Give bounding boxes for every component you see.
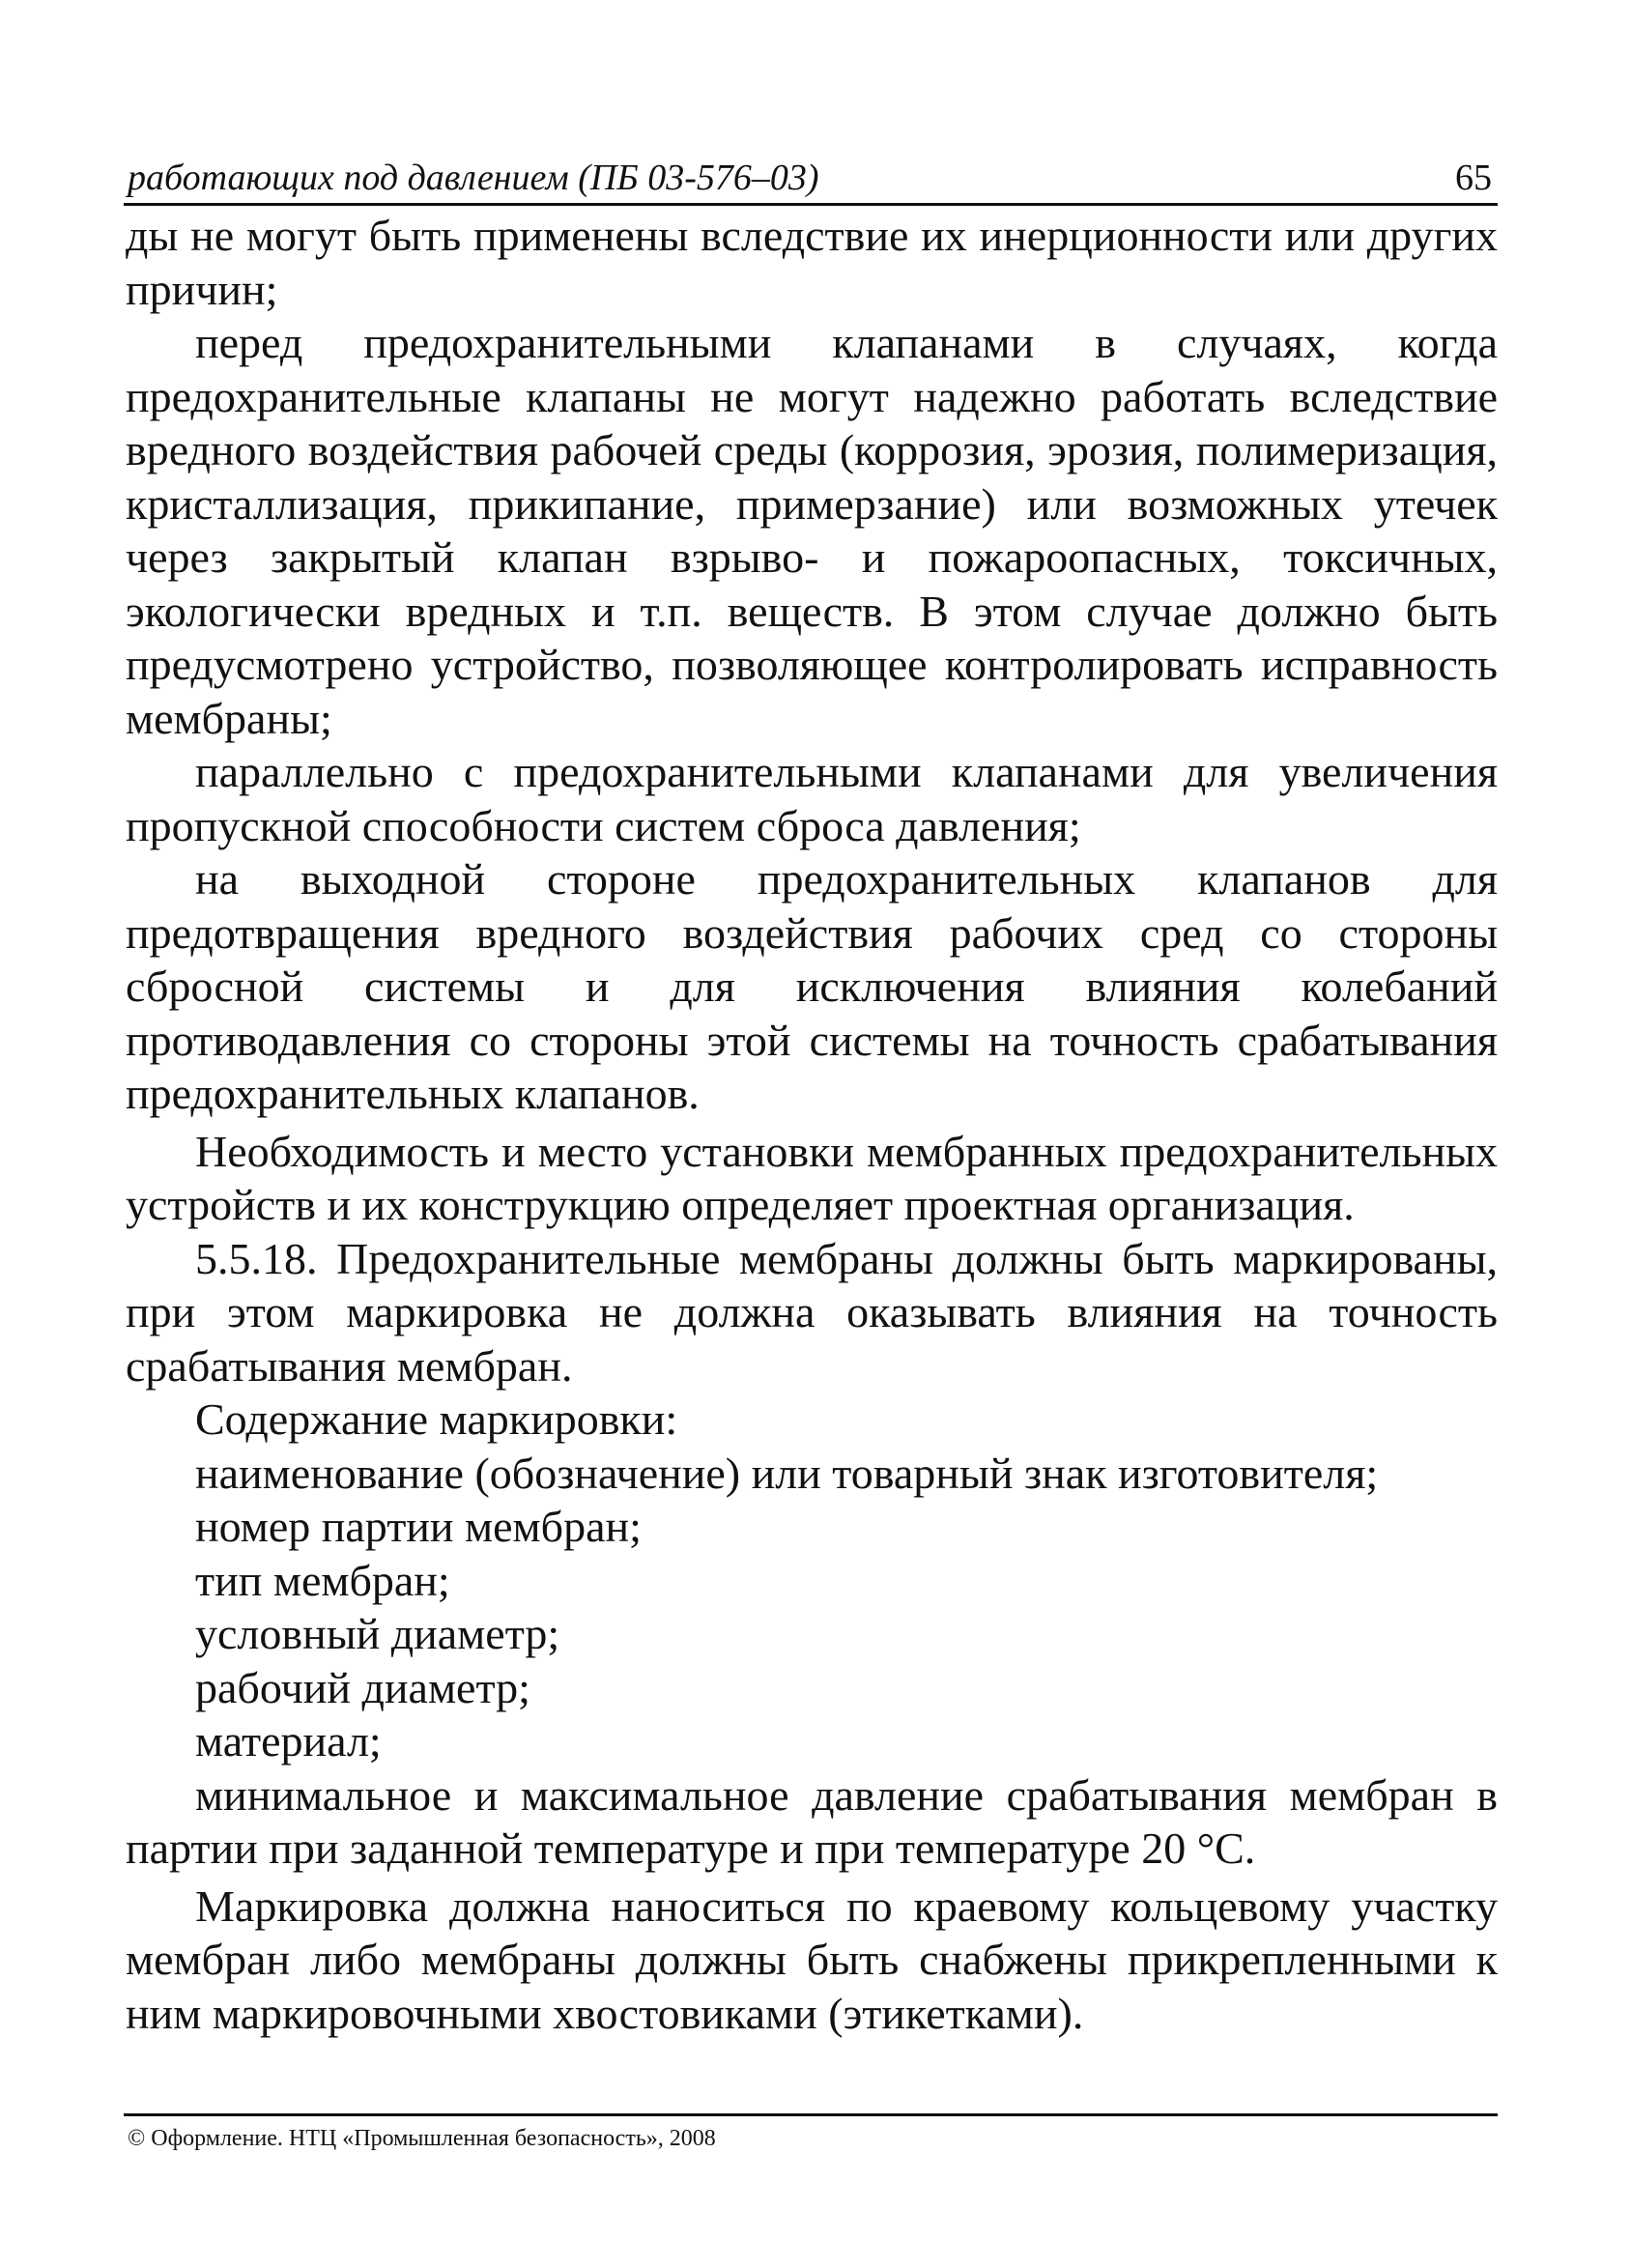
list-item: минимальное и максимальное давление срабатывания мембран в партии при заданной температуре и при температуре 20 °С. <box>126 1769 1498 1873</box>
list-item: рабочий диаметр; <box>195 1662 530 1712</box>
paragraph: на выходной стороне предохранительных клапанов для предотвращения вредного воздействия рабочих сред со стороны сбросной системы и для исключения влияния колебаний противодавления со стороны этой системы на точность срабатывания предохранительных клапанов. <box>126 854 1498 1118</box>
list-item: условный диаметр; <box>195 1609 560 1658</box>
list-item: номер партии мембран; <box>195 1502 642 1551</box>
list-intro: Содержание маркировки: <box>195 1394 678 1444</box>
paragraph: ды не могут быть применены вследствие их инерционности или других причин; <box>126 211 1498 314</box>
paragraph: 5.5.18. Предохранительные мембраны должны быть маркированы, при этом маркировка не должна оказывать влияния на точность срабатывания мембран. <box>126 1233 1498 1391</box>
paragraph: параллельно с предохранительными клапанами для увеличения пропускной способности систем сброса давления; <box>126 747 1498 850</box>
body-text <box>126 209 1498 2040</box>
copyright-text: © Оформление. НТЦ «Промышленная безопасность», 2008 <box>128 2126 716 2151</box>
paragraph: Необходимость и место установки мембранных предохранительных устройств и их конструкцию определяет проектная организация. <box>126 1126 1498 1229</box>
list-item: наименование (обозначение) или товарный знак изготовителя; <box>195 1448 1379 1498</box>
running-header <box>124 145 1498 206</box>
paragraph: Маркировка должна наноситься по краевому кольцевому участку мембран либо мембраны должны быть снабжены прикрепленными к ним маркировочными хвостовиками (этикетками). <box>126 1880 1498 2038</box>
page-number: 65 <box>1455 158 1492 198</box>
header-title: работающих под давлением (ПБ 03-576–03) <box>128 158 819 198</box>
paragraph: перед предохранительными клапанами в случаях, когда предохранительные клапаны не могут надежно работать вследствие вредного воздействия рабочей среды (коррозия, эрозия, полимеризация, кристаллизация, прикипание, примерзание) или возможных утечек через закрытый клапан взрыво- и пожароопасных, токсичных, экологически вредных и т.п. веществ. В этом случае должно быть предусмотрено устройство, позволяющее контролировать исправность мембраны; <box>126 318 1498 743</box>
footer <box>124 2113 1498 2151</box>
list-item: тип мембран; <box>195 1555 450 1605</box>
list-item: материал; <box>195 1716 382 1766</box>
